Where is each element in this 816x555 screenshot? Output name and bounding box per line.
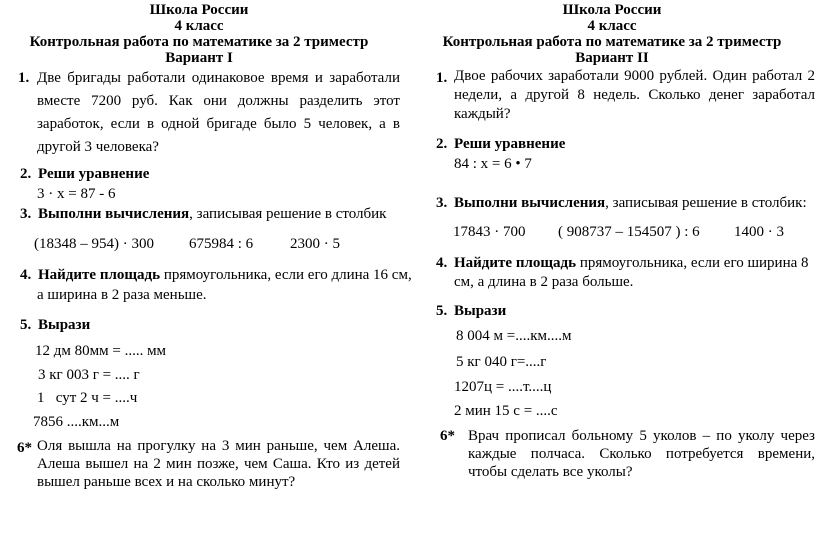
q4-title: Найдите площадь (38, 267, 161, 283)
q2-equation: 84 : x = 6 • 7 (454, 156, 532, 172)
variant-heading: Вариант II (575, 50, 649, 66)
q5-item: 2 мин 15 с = ....с (454, 403, 558, 419)
q4-rest: прямоугольника, если его длина 16 см, (160, 267, 412, 283)
q3-title: Выполни вычисления (38, 206, 190, 222)
q3-expression-2: ( 908737 – 154507 ) : 6 (558, 224, 700, 240)
q3-expression-3: 1400 · 3 (734, 224, 784, 240)
q3-rest: , записывая решение в столбик (189, 206, 387, 222)
q4-number: 4. (436, 255, 448, 271)
q6-text: Оля вышла на прогулку на 3 мин раньше, чем Алеша. Алеша вышел на 2 мин позже, чем Саша. Кто из детей вышел раньше всех и на сколько минут? (37, 438, 400, 490)
q6-number: 6* (440, 428, 455, 444)
q5-item: 3 кг 003 г = .... г (38, 367, 140, 383)
grade-heading: 4 класс (587, 18, 637, 34)
q3-number: 3. (436, 195, 448, 211)
q4-rest: прямоугольника, если его ширина 8 (576, 255, 809, 271)
q2-title: Реши уравнение (38, 166, 150, 182)
q3-instruction (454, 195, 807, 211)
q2-title: Реши уравнение (454, 136, 566, 152)
q3-instruction (38, 206, 386, 222)
q5-item: 7856 ....км...м (33, 414, 120, 430)
q3-expression-2: 675984 : 6 (189, 236, 254, 252)
q6-text: Врач прописал больному 5 уколов – по уколу через каждые полчаса. Сколько потребуется времени, чтобы сделать все уколы? (468, 428, 815, 480)
q1-text: Двое рабочих заработали 9000 рублей. Один работал 2 недели, а другой 8 недель. Сколько денег заработал каждый? (454, 68, 815, 122)
q4-line-2: см, а длина в 2 раза больше. (454, 274, 634, 290)
q6-number: 6* (17, 440, 32, 456)
q2-number: 2. (436, 136, 448, 152)
q5-number: 5. (20, 317, 32, 333)
q4-number: 4. (20, 267, 32, 283)
variant-heading: Вариант I (165, 50, 233, 66)
school-heading: Школа России (149, 2, 249, 18)
test-title: Контрольная работа по математике за 2 триместр (442, 34, 782, 50)
q2-number: 2. (20, 166, 32, 182)
q5-item: 12 дм 80мм = ..... мм (35, 343, 167, 359)
q1-number: 1. (18, 70, 30, 86)
school-heading: Школа России (562, 2, 662, 18)
q3-rest: , записывая решение в столбик: (605, 195, 807, 211)
q4-instruction (38, 267, 412, 283)
grade-heading: 4 класс (174, 18, 224, 34)
q1-number: 1. (436, 70, 448, 86)
q5-item: 1207ц = ....т....ц (454, 379, 552, 395)
q5-item: 1 сут 2 ч = ....ч (37, 390, 138, 406)
q5-title: Вырази (454, 303, 507, 319)
q2-equation: 3 · x = 87 - 6 (37, 186, 116, 202)
q3-number: 3. (20, 206, 32, 222)
q5-item: 5 кг 040 г=....г (456, 354, 547, 370)
q5-title: Вырази (38, 317, 91, 333)
q4-title: Найдите площадь (454, 255, 577, 271)
q3-title: Выполни вычисления (454, 195, 606, 211)
q1-text: Две бригады работали одинаковое время и заработали вместе 7200 руб. Как они должны разделить этот заработок, если в одной бригаде было 5 человек, а в другой 3 человека? (37, 70, 400, 155)
q4-instruction (454, 255, 809, 271)
q4-line-2: а ширина в 2 раза меньше. (37, 287, 207, 303)
q5-item: 8 004 м =....км....м (456, 328, 572, 344)
q3-expression-1: 17843 · 700 (453, 224, 526, 240)
q3-expression-3: 2300 · 5 (290, 236, 340, 252)
q5-number: 5. (436, 303, 448, 319)
test-title: Контрольная работа по математике за 2 триместр (29, 34, 369, 50)
q3-expression-1: (18348 – 954) · 300 (34, 236, 154, 252)
